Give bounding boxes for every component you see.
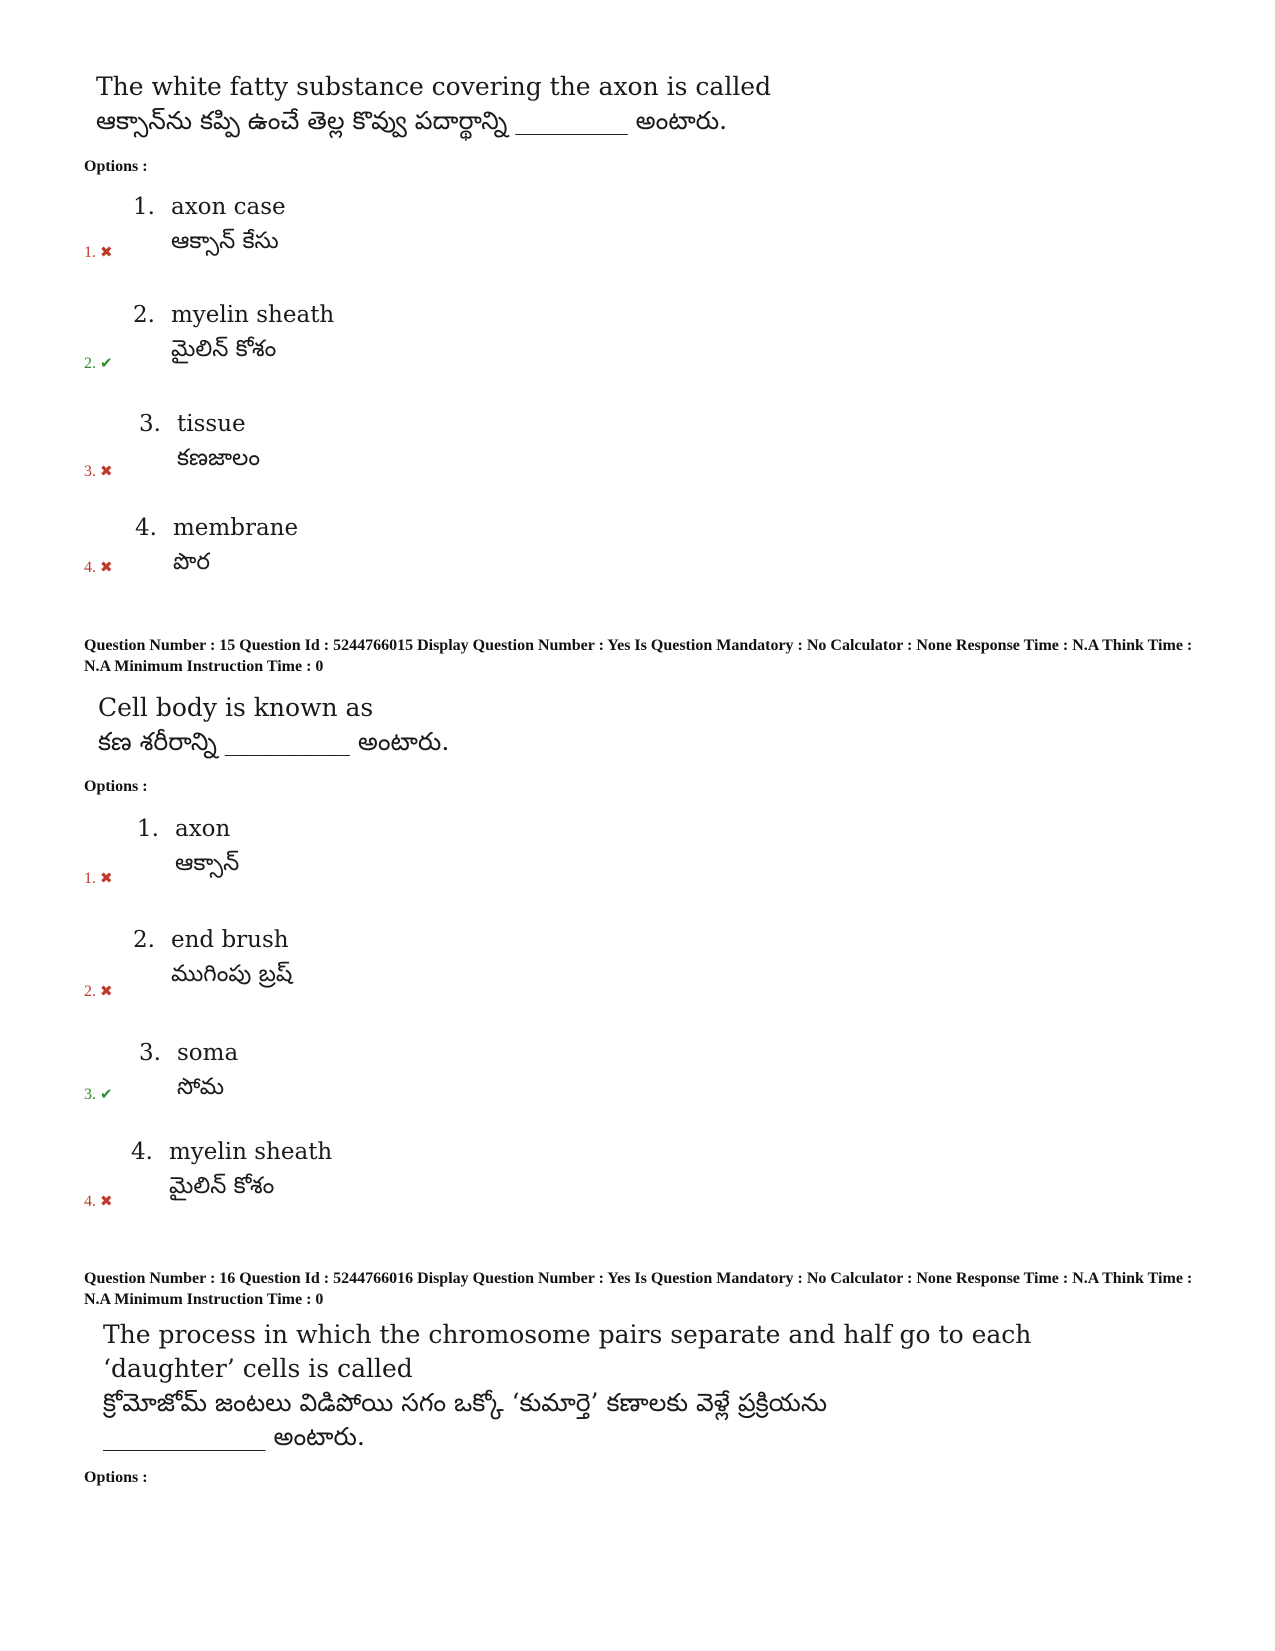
option-text-en: soma: [177, 1040, 239, 1066]
mark-number: 1.: [84, 870, 96, 887]
q16-question-te-line2: _____________ అంటారు.: [103, 1422, 365, 1451]
option-number: 2.: [133, 927, 155, 953]
q15-option-4-mark: [84, 1192, 113, 1211]
option-text-te: ఆక్సాన్: [175, 850, 240, 876]
q15-option-1[interactable]: [137, 812, 239, 880]
option-number: 3.: [139, 411, 161, 437]
cross-icon: ✖: [100, 984, 113, 1000]
q15-question: [98, 691, 449, 759]
option-number: 4.: [135, 515, 157, 541]
option-text-en: axon case: [171, 194, 286, 220]
mark-number: 1.: [84, 244, 96, 261]
q15-option-3-mark: [84, 1085, 113, 1104]
q16-options-label: Options :: [84, 1469, 148, 1486]
option-text-te: ముగింపు బ్రష్: [171, 961, 293, 987]
mark-number: 4.: [84, 1193, 96, 1210]
option-text-te: సోమ: [177, 1074, 225, 1100]
mark-number: 4.: [84, 559, 96, 576]
q14-option-2[interactable]: [133, 298, 334, 366]
cross-icon: ✖: [100, 560, 113, 576]
option-number: 2.: [133, 302, 155, 328]
q16-meta: Question Number : 16 Question Id : 5244766016 Display Question Number : Yes Is Question Mandatory : No Calculator : None Response Time : N.A Think Time : N.A Minimum Instruction Time : 0: [84, 1270, 1193, 1308]
q15-question-en: Cell body is known as: [98, 693, 374, 722]
mark-number: 3.: [84, 1086, 96, 1103]
option-number: 4.: [131, 1139, 153, 1165]
q15-option-2[interactable]: [133, 923, 292, 991]
cross-icon: ✖: [100, 871, 113, 887]
q14-question-en: The white fatty substance covering the axon is called: [96, 72, 772, 101]
q14-option-1-mark: [84, 243, 113, 262]
option-text-en: axon: [175, 816, 231, 842]
cross-icon: ✖: [100, 245, 113, 261]
q14-question-te: ఆక్సాన్‌ను కప్పి ఉంచే తెల్ల కొవ్వు పదార్థాన్ని _________ అంటారు.: [96, 106, 728, 135]
check-icon: ✔: [100, 1087, 113, 1103]
option-text-en: myelin sheath: [171, 302, 335, 328]
option-text-te: ఆక్సాన్ కేసు: [171, 228, 279, 254]
option-text-en: myelin sheath: [169, 1139, 333, 1165]
option-number: 1.: [137, 816, 159, 842]
option-text-en: tissue: [177, 411, 246, 437]
mark-number: 2.: [84, 355, 96, 372]
q14-option-4-mark: [84, 558, 113, 577]
option-text-te: మైలిన్ కోశం: [169, 1173, 275, 1199]
q14-option-1[interactable]: [133, 190, 286, 258]
option-text-te: మైలిన్ కోశం: [171, 336, 277, 362]
q14-options-label: Options :: [84, 158, 148, 175]
cross-icon: ✖: [100, 464, 113, 480]
q14-option-3-mark: [84, 462, 113, 481]
cross-icon: ✖: [100, 1194, 113, 1210]
q14-question: [96, 70, 771, 138]
q15-meta: Question Number : 15 Question Id : 5244766015 Display Question Number : Yes Is Question Mandatory : No Calculator : None Response Time : N.A Think Time : N.A Minimum Instruction Time : 0: [84, 637, 1193, 675]
check-icon: ✔: [100, 356, 113, 372]
q16-question-te-line1: క్రోమోజోమ్ జంటలు విడిపోయి సగం ఒక్కో ‘కుమార్తె’ కణాలకు వెళ్లే ప్రక్రియను: [103, 1388, 828, 1417]
q16-question: [103, 1318, 1031, 1454]
q14-option-2-mark: [84, 354, 113, 373]
q15-option-4[interactable]: [131, 1135, 332, 1203]
q15-option-1-mark: [84, 869, 113, 888]
mark-number: 2.: [84, 983, 96, 1000]
mark-number: 3.: [84, 463, 96, 480]
option-text-en: end brush: [171, 927, 289, 953]
q14-option-3[interactable]: [139, 407, 260, 475]
option-text-te: పొర: [173, 549, 211, 575]
option-number: 3.: [139, 1040, 161, 1066]
q16-question-en-line2: ‘daughter’ cells is called: [103, 1354, 413, 1383]
option-text-te: కణజాలం: [177, 445, 261, 471]
q15-option-3[interactable]: [139, 1036, 238, 1104]
q14-option-4[interactable]: [135, 511, 298, 579]
option-number: 1.: [133, 194, 155, 220]
q15-option-2-mark: [84, 982, 113, 1001]
option-text-en: membrane: [173, 515, 299, 541]
q15-question-te: కణ శరీరాన్ని __________ అంటారు.: [98, 727, 450, 756]
q15-options-label: Options :: [84, 778, 148, 795]
q16-question-en-line1: The process in which the chromosome pairs separate and half go to each: [103, 1320, 1032, 1349]
